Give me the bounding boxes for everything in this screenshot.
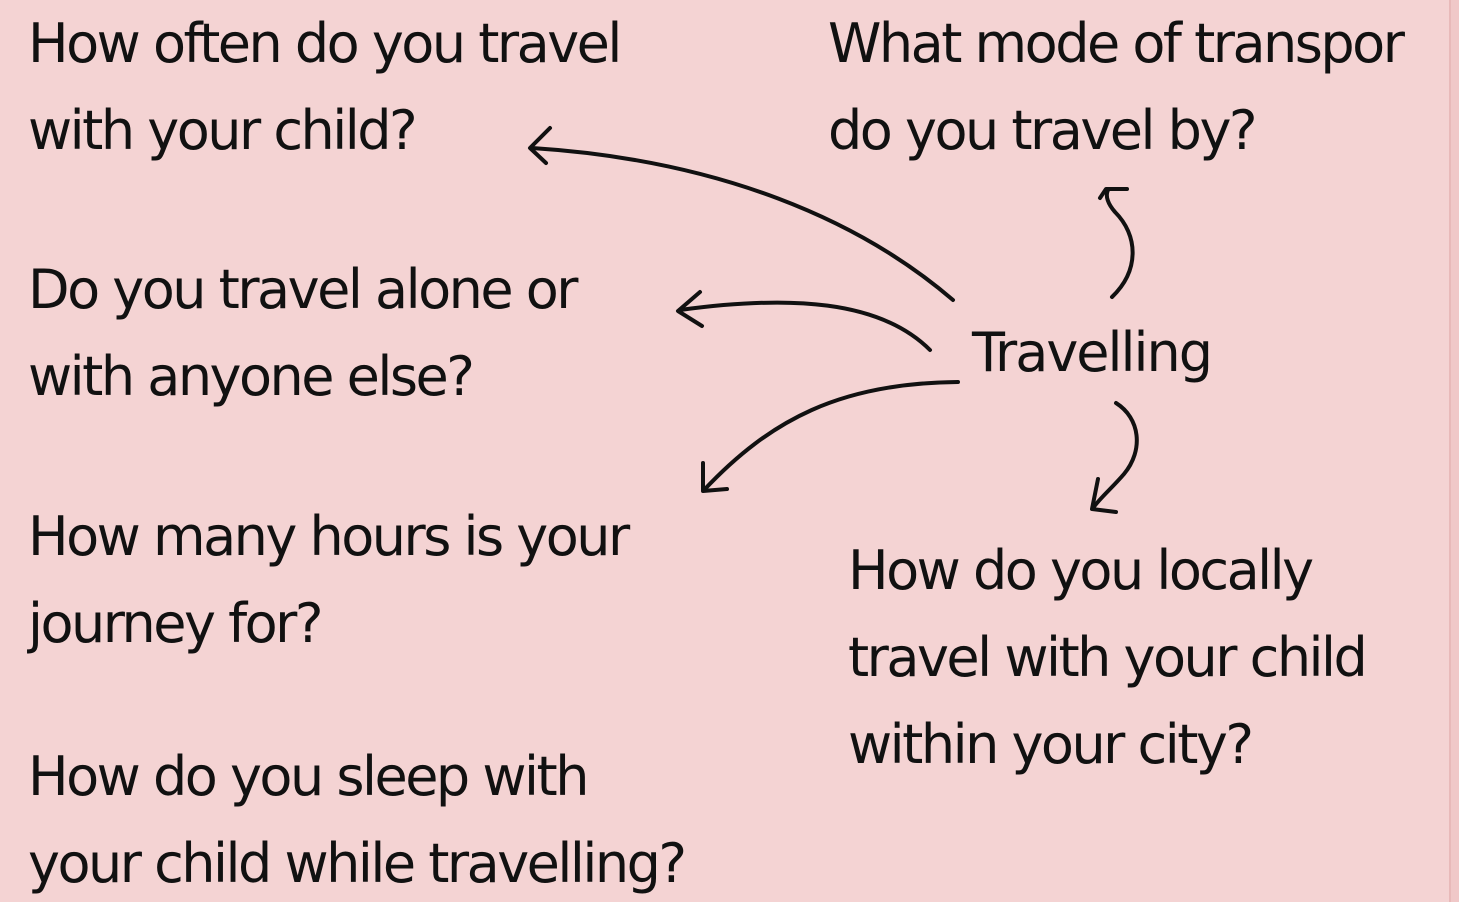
question-line: with anyone else? — [28, 345, 473, 408]
question-travel-companions — [28, 246, 576, 420]
question-transport-mode — [828, 0, 1402, 174]
question-line: travel with your child — [848, 626, 1366, 689]
arrow-to-companions — [680, 303, 930, 350]
question-line: with your child? — [28, 99, 416, 162]
question-line: How do you sleep with — [28, 745, 587, 808]
question-line: What mode of transpor — [828, 12, 1403, 75]
arrowhead-transport — [1100, 189, 1127, 198]
question-line: How many hours is your — [28, 505, 628, 568]
arrow-to-duration — [704, 382, 958, 490]
question-line: Do you travel alone or — [28, 258, 576, 321]
question-sleep-while-travelling — [28, 733, 685, 902]
question-local-travel — [848, 527, 1365, 788]
arrow-to-local — [1093, 403, 1137, 508]
question-line: your child while travelling? — [28, 832, 685, 895]
question-travel-frequency — [28, 0, 620, 174]
central-topic: Travelling — [972, 321, 1212, 384]
question-line: How do you locally — [848, 539, 1312, 602]
question-line: do you travel by? — [828, 99, 1256, 162]
question-line: journey for? — [28, 592, 321, 655]
question-line: How often do you travel — [28, 12, 620, 75]
question-journey-duration — [28, 493, 628, 667]
arrow-to-transport — [1107, 190, 1133, 297]
question-line: within your city? — [848, 713, 1252, 776]
